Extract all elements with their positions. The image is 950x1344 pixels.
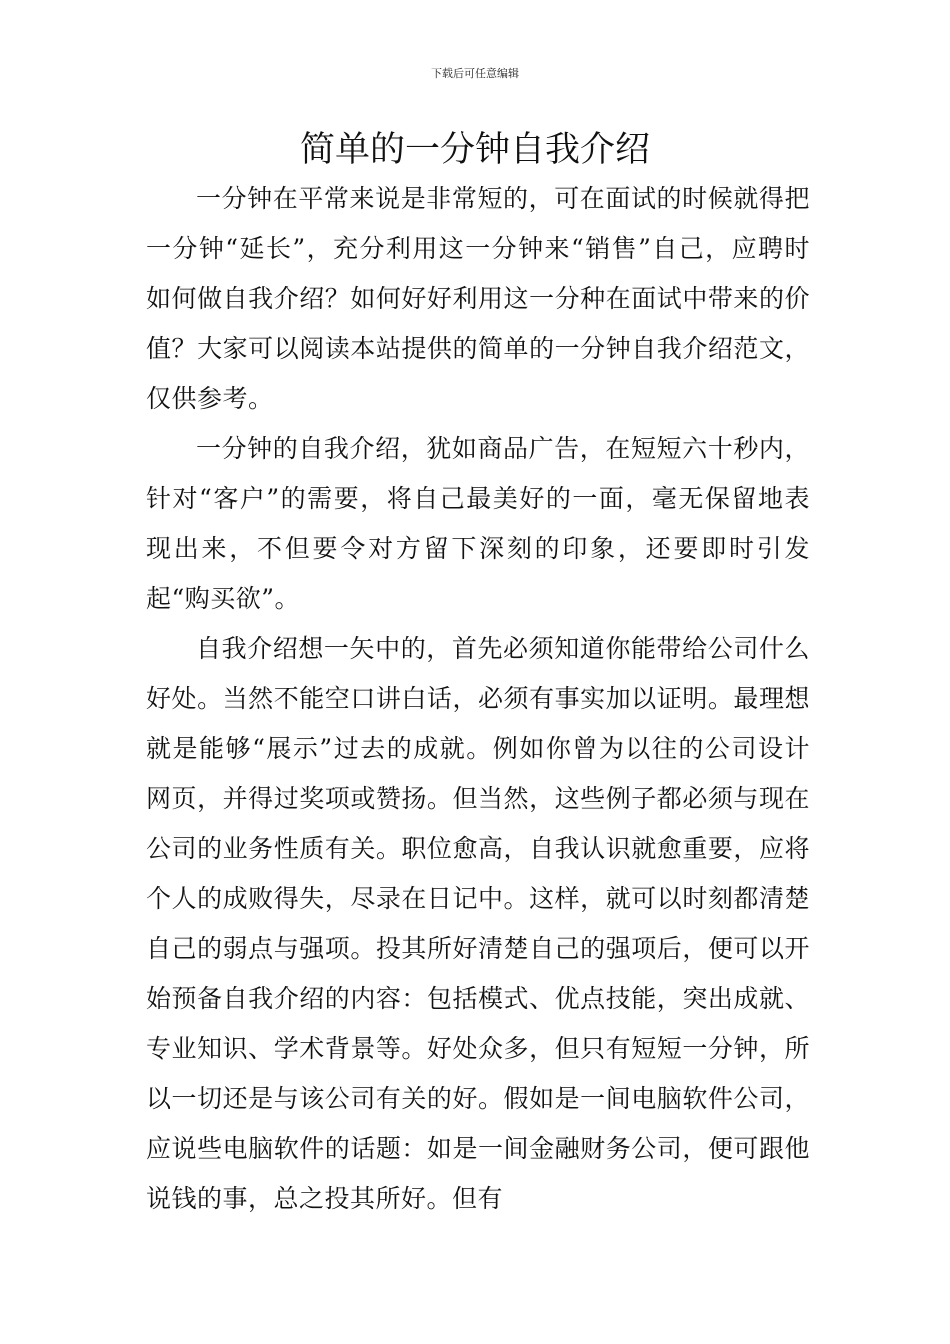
header-note: 下载后可任意编辑: [431, 67, 519, 80]
paragraph-2: 一分钟的自我介绍，犹如商品广告，在短短六十秒内，针对“客户”的需要，将自己最美好的一面，毫无保留地表现出来，不但要令对方留下深刻的印象，还要即时引发起“购买欲”。: [146, 434, 810, 613]
page-title: 简单的一分钟自我介绍: [299, 130, 650, 170]
document-body: [146, 174, 810, 1224]
paragraph-3: 自我介绍想一矢中的，首先必须知道你能带给公司什么好处。当然不能空口讲白话，必须有事实加以证明。最理想就是能够“展示”过去的成就。例如你曾为以往的公司设计网页，并得过奖项或赞扬。但当然，这些例子都必须与现在公司的业务性质有关。职位愈高，自我认识就愈重要，应将个人的成败得失，尽录在日记中。这样，就可以时刻都清楚自己的弱点与强项。投其所好清楚自己的强项后，便可以开始预备自我介绍的内容：包括模式、优点技能，突出成就、专业知识、学术背景等。好处众多，但只有短短一分钟，所以一切还是与该公司有关的好。假如是一间电脑软件公司，应说些电脑软件的话题：如是一间金融财务公司，便可跟他说钱的事，总之投其所好。但有: [146, 634, 810, 1213]
paragraph-1: 一分钟在平常来说是非常短的，可在面试的时候就得把一分钟“延长”，充分利用这一分钟来“销售”自己，应聘时如何做自我介绍？如何好好利用这一分种在面试中带来的价值？大家可以阅读本站提供的简单的一分钟自我介绍范文，仅供参考。: [146, 184, 810, 413]
